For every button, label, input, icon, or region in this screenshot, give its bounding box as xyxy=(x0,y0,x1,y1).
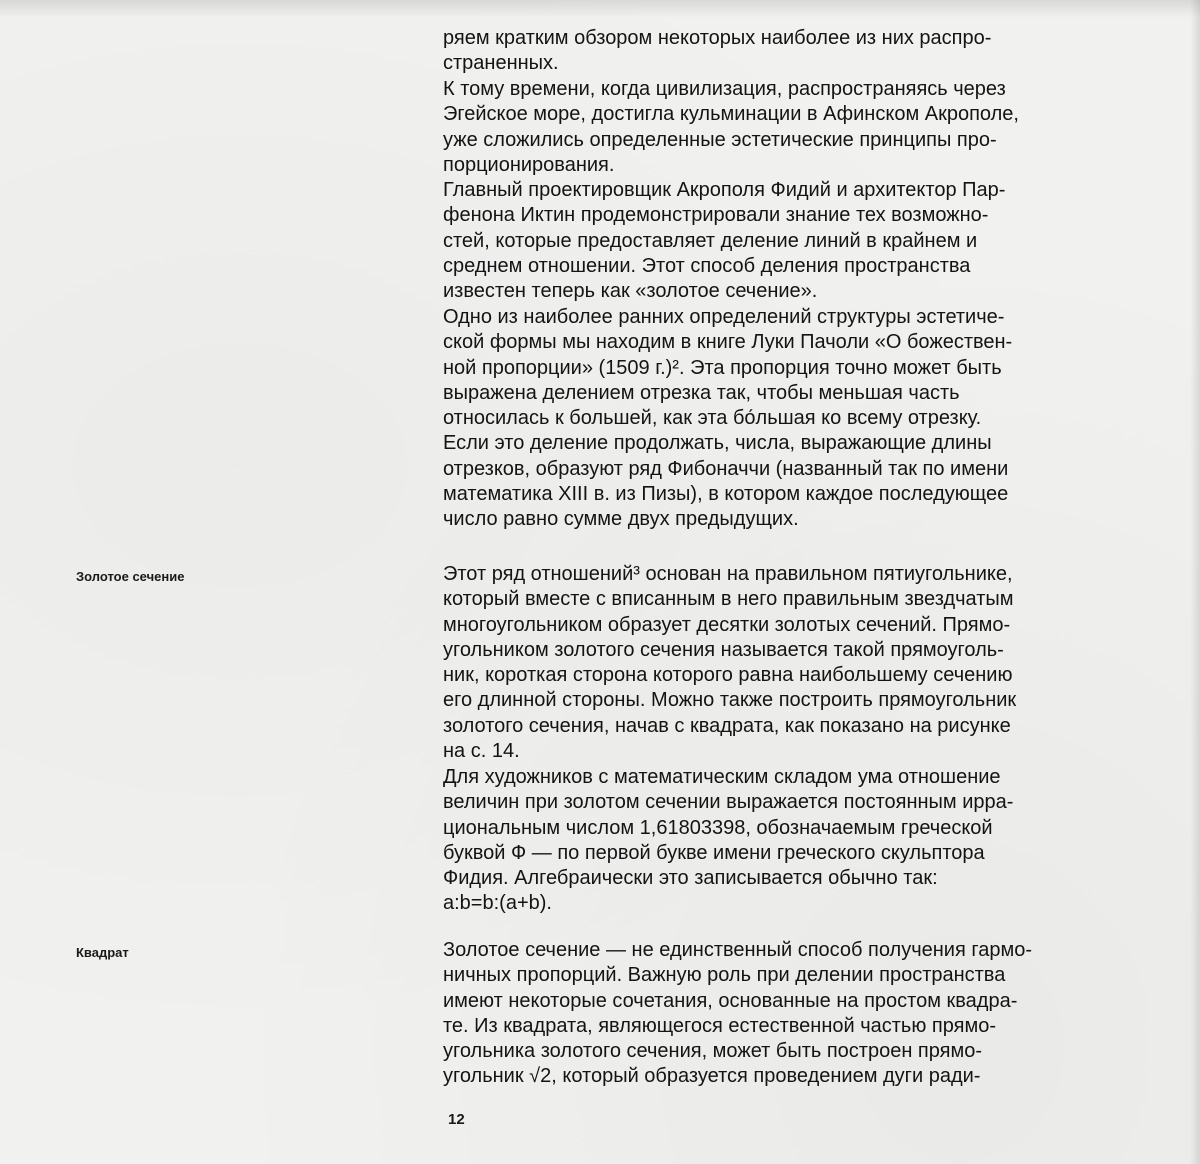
text-line: ной пропорции» (1509 г.)². Эта пропорция точно может быть xyxy=(443,356,1002,379)
text-line: Для художников с математическим складом ума отношение xyxy=(443,766,1001,788)
text-line: математика XIII в. из Пизы), в котором каждое последующее xyxy=(443,483,1009,506)
text-line: отрезков, образуют ряд Фибоначчи (названный так по имени xyxy=(443,457,1009,480)
text-line: буквой Ф — по первой букве имени греческого скульптора xyxy=(443,841,985,864)
page-number: 12 xyxy=(448,1111,465,1128)
text-line: Этот ряд отношений³ основан на правильном пятиугольнике, xyxy=(443,563,1013,585)
text-line: число равно сумме двух предыдущих. xyxy=(443,508,799,531)
text-line: который вместе с вписанным в него правильным звездчатым xyxy=(443,588,1014,611)
text-line: фенона Иктин продемонстрировали знание тех возможно- xyxy=(443,204,989,227)
text-line: ничных пропорций. Важную роль при делении пространства xyxy=(443,964,1006,987)
page-right-shadow xyxy=(1190,0,1200,1164)
side-heading-square: Квадрат xyxy=(76,945,129,960)
text-line: Главный проектировщик Акрополя Фидий и архитектор Пар- xyxy=(443,179,1006,201)
text-line: золотого сечения, начав с квадрата, как показано на рисунке xyxy=(443,714,1011,737)
text-line: величин при золотом сечении выражается постоянным ирра- xyxy=(443,791,1014,814)
text-line: Фидия. Алгебраически это записывается обычно так: xyxy=(443,867,938,890)
text-line: угольником золотого сечения называется такой прямоуголь- xyxy=(443,638,1004,661)
text-line: Эгейское море, достигла кульминации в Афинском Акрополе, xyxy=(443,103,1019,126)
text-line: Если это деление продолжать, числа, выражающие длины xyxy=(443,432,992,455)
paragraph-pacioli xyxy=(443,305,1153,533)
text-line: циональным числом 1,61803398, обозначаемым греческой xyxy=(443,816,993,839)
text-line: относилась к большей, как эта бо́льшая ко всему отрезку. xyxy=(443,407,982,430)
text-line: на с. 14. xyxy=(443,740,520,763)
paragraph-aegean xyxy=(443,77,1153,178)
text-line: его длинной стороны. Можно также построить прямоугольник xyxy=(443,689,1017,712)
text-line: те. Из квадрата, являющегося естественной частью прямо- xyxy=(443,1014,996,1037)
text-line: Золотое сечение — не единственный способ получения гармо- xyxy=(443,939,1032,961)
text-line: порционирования. xyxy=(443,153,615,176)
text-line: угольника золотого сечения, может быть построен прямо- xyxy=(443,1040,983,1063)
text-line: известен теперь как «золотое сечение». xyxy=(443,280,818,303)
text-line: уже сложились определенные эстетические принципы про- xyxy=(443,128,997,151)
text-line: среднем отношении. Этот способ деления пространства xyxy=(443,254,971,277)
text-line: страненных. xyxy=(443,52,559,75)
text-line: Одно из наиболее ранних определений структуры эстетиче- xyxy=(443,306,1005,328)
text-line: многоугольником образует десятки золотых сечений. Прямо- xyxy=(443,613,1011,636)
text-line: К тому времени, когда цивилизация, распространяясь через xyxy=(443,78,1006,100)
paragraph-intro xyxy=(443,26,1153,77)
text-line: стей, которые предоставляет деление линий в крайнем и xyxy=(443,229,978,252)
text-line: имеют некоторые сочетания, основанные на простом квадра- xyxy=(443,989,1018,1012)
paragraph-phi xyxy=(443,765,1153,917)
text-line: ряем кратким обзором некоторых наиболее из них распро- xyxy=(443,27,992,49)
paragraph-pentagon xyxy=(443,562,1153,764)
text-line: угольник √2, который образуется проведением дуги ради- xyxy=(443,1065,981,1088)
paragraph-phidias xyxy=(443,178,1153,304)
text-line: выражена делением отрезка так, чтобы меньшая часть xyxy=(443,381,960,404)
side-heading-golden-section: Золотое сечение xyxy=(76,569,185,584)
text-line: a:b=b:(a+b). xyxy=(443,892,552,915)
paragraph-square xyxy=(443,938,1153,1090)
text-line: ник, короткая сторона которого равна наибольшему сечению xyxy=(443,664,1013,687)
text-line: ской формы мы находим в книге Луки Пачоли «О божествен- xyxy=(443,331,1013,354)
page-top-shadow xyxy=(0,0,1200,18)
